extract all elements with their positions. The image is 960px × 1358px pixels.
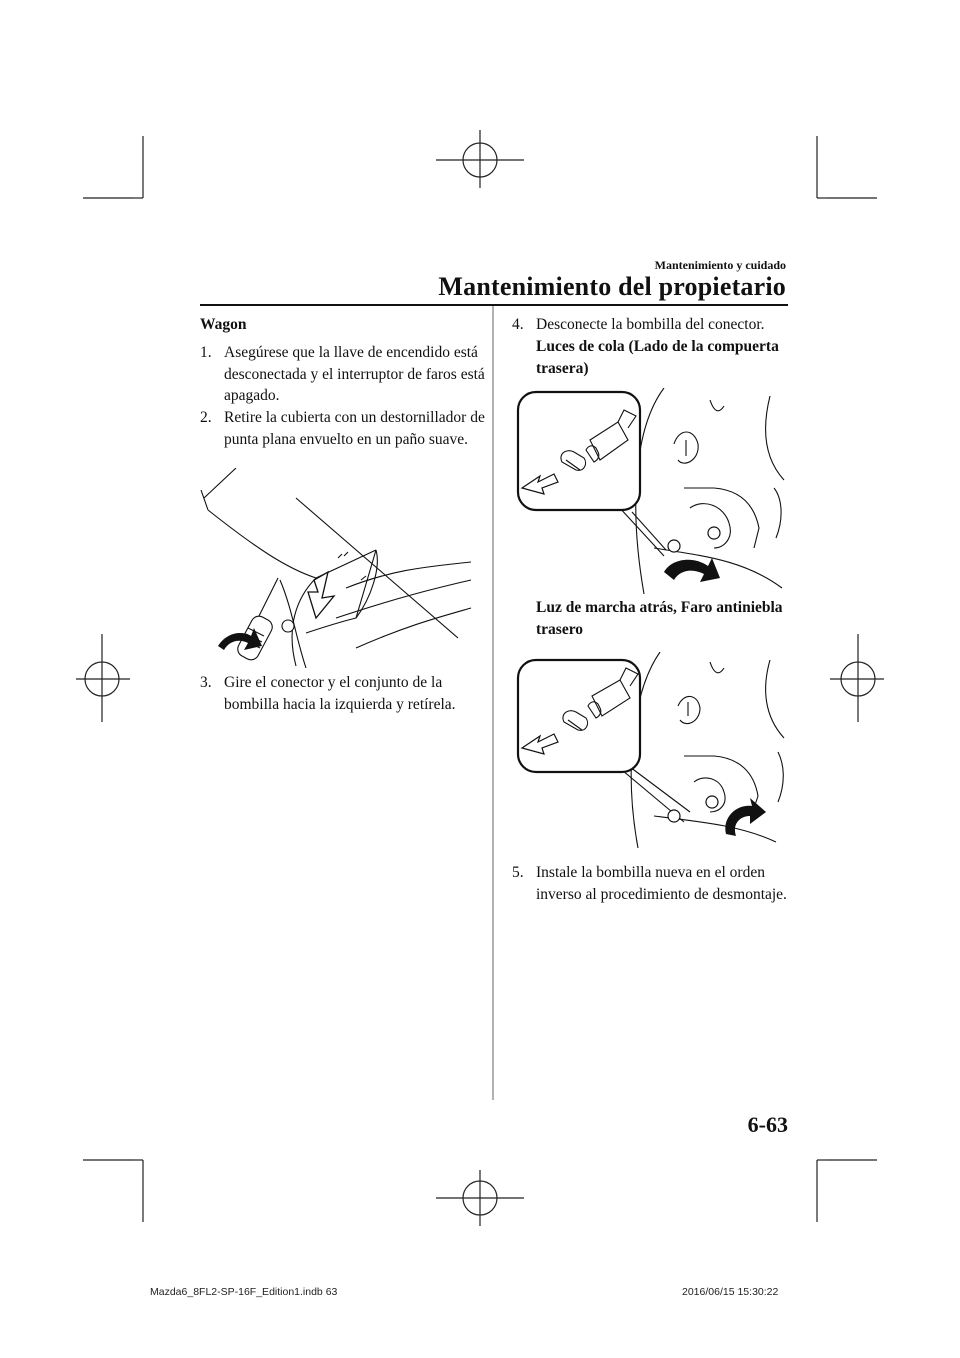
page-section-title: Mantenimiento del propietario — [438, 272, 786, 301]
step-4-text: Desconecte la bombilla del conector. — [536, 316, 765, 333]
rotate-arrow-icon — [725, 798, 766, 836]
section-label: Mantenimiento y cuidado — [654, 258, 786, 272]
step-1-text: Asegúrese que la llave de encendido está desconectada y el interruptor de faros está apagado. — [224, 344, 485, 404]
step-1 — [200, 342, 490, 407]
step-1-number: 1. — [200, 344, 212, 361]
footer-timestamp: 2016/06/15 15:30:22 — [682, 1286, 779, 1298]
tail-light-bulb-illustration — [514, 388, 790, 594]
step-2-text: Retire la cubierta con un destornillador de punta plana envuelto en un paño suave. — [224, 409, 485, 448]
step-5 — [512, 862, 792, 905]
wagon-heading: Wagon — [200, 316, 247, 333]
footer-filename: Mazda6_8FL2-SP-16F_Edition1.indb 63 — [150, 1286, 338, 1298]
reverse-fog-bulb-illustration — [514, 652, 790, 848]
caption-tail-lights: Luces de cola (Lado de la compuerta trasera) — [536, 338, 779, 377]
header-rule — [200, 304, 788, 306]
step-2 — [200, 407, 490, 450]
step-4-number: 4. — [512, 316, 524, 333]
page-number: 6-63 — [747, 1112, 788, 1137]
down-arrow-icon — [308, 572, 334, 618]
step-2-number: 2. — [200, 409, 212, 426]
rotate-arrow-icon — [664, 558, 720, 582]
caption-reverse-fog-light: Luz de marcha atrás, Faro antiniebla trasero — [536, 599, 783, 638]
step-3-number: 3. — [200, 674, 212, 691]
step-5-number: 5. — [512, 864, 524, 881]
step-4 — [512, 314, 792, 336]
cover-removal-illustration — [196, 468, 476, 668]
step-3 — [200, 672, 490, 715]
step-3-text: Gire el conector y el conjunto de la bombilla hacia la izquierda y retírela. — [224, 674, 456, 713]
step-5-text: Instale la bombilla nueva en el orden inverso al procedimiento de desmontaje. — [536, 864, 787, 903]
